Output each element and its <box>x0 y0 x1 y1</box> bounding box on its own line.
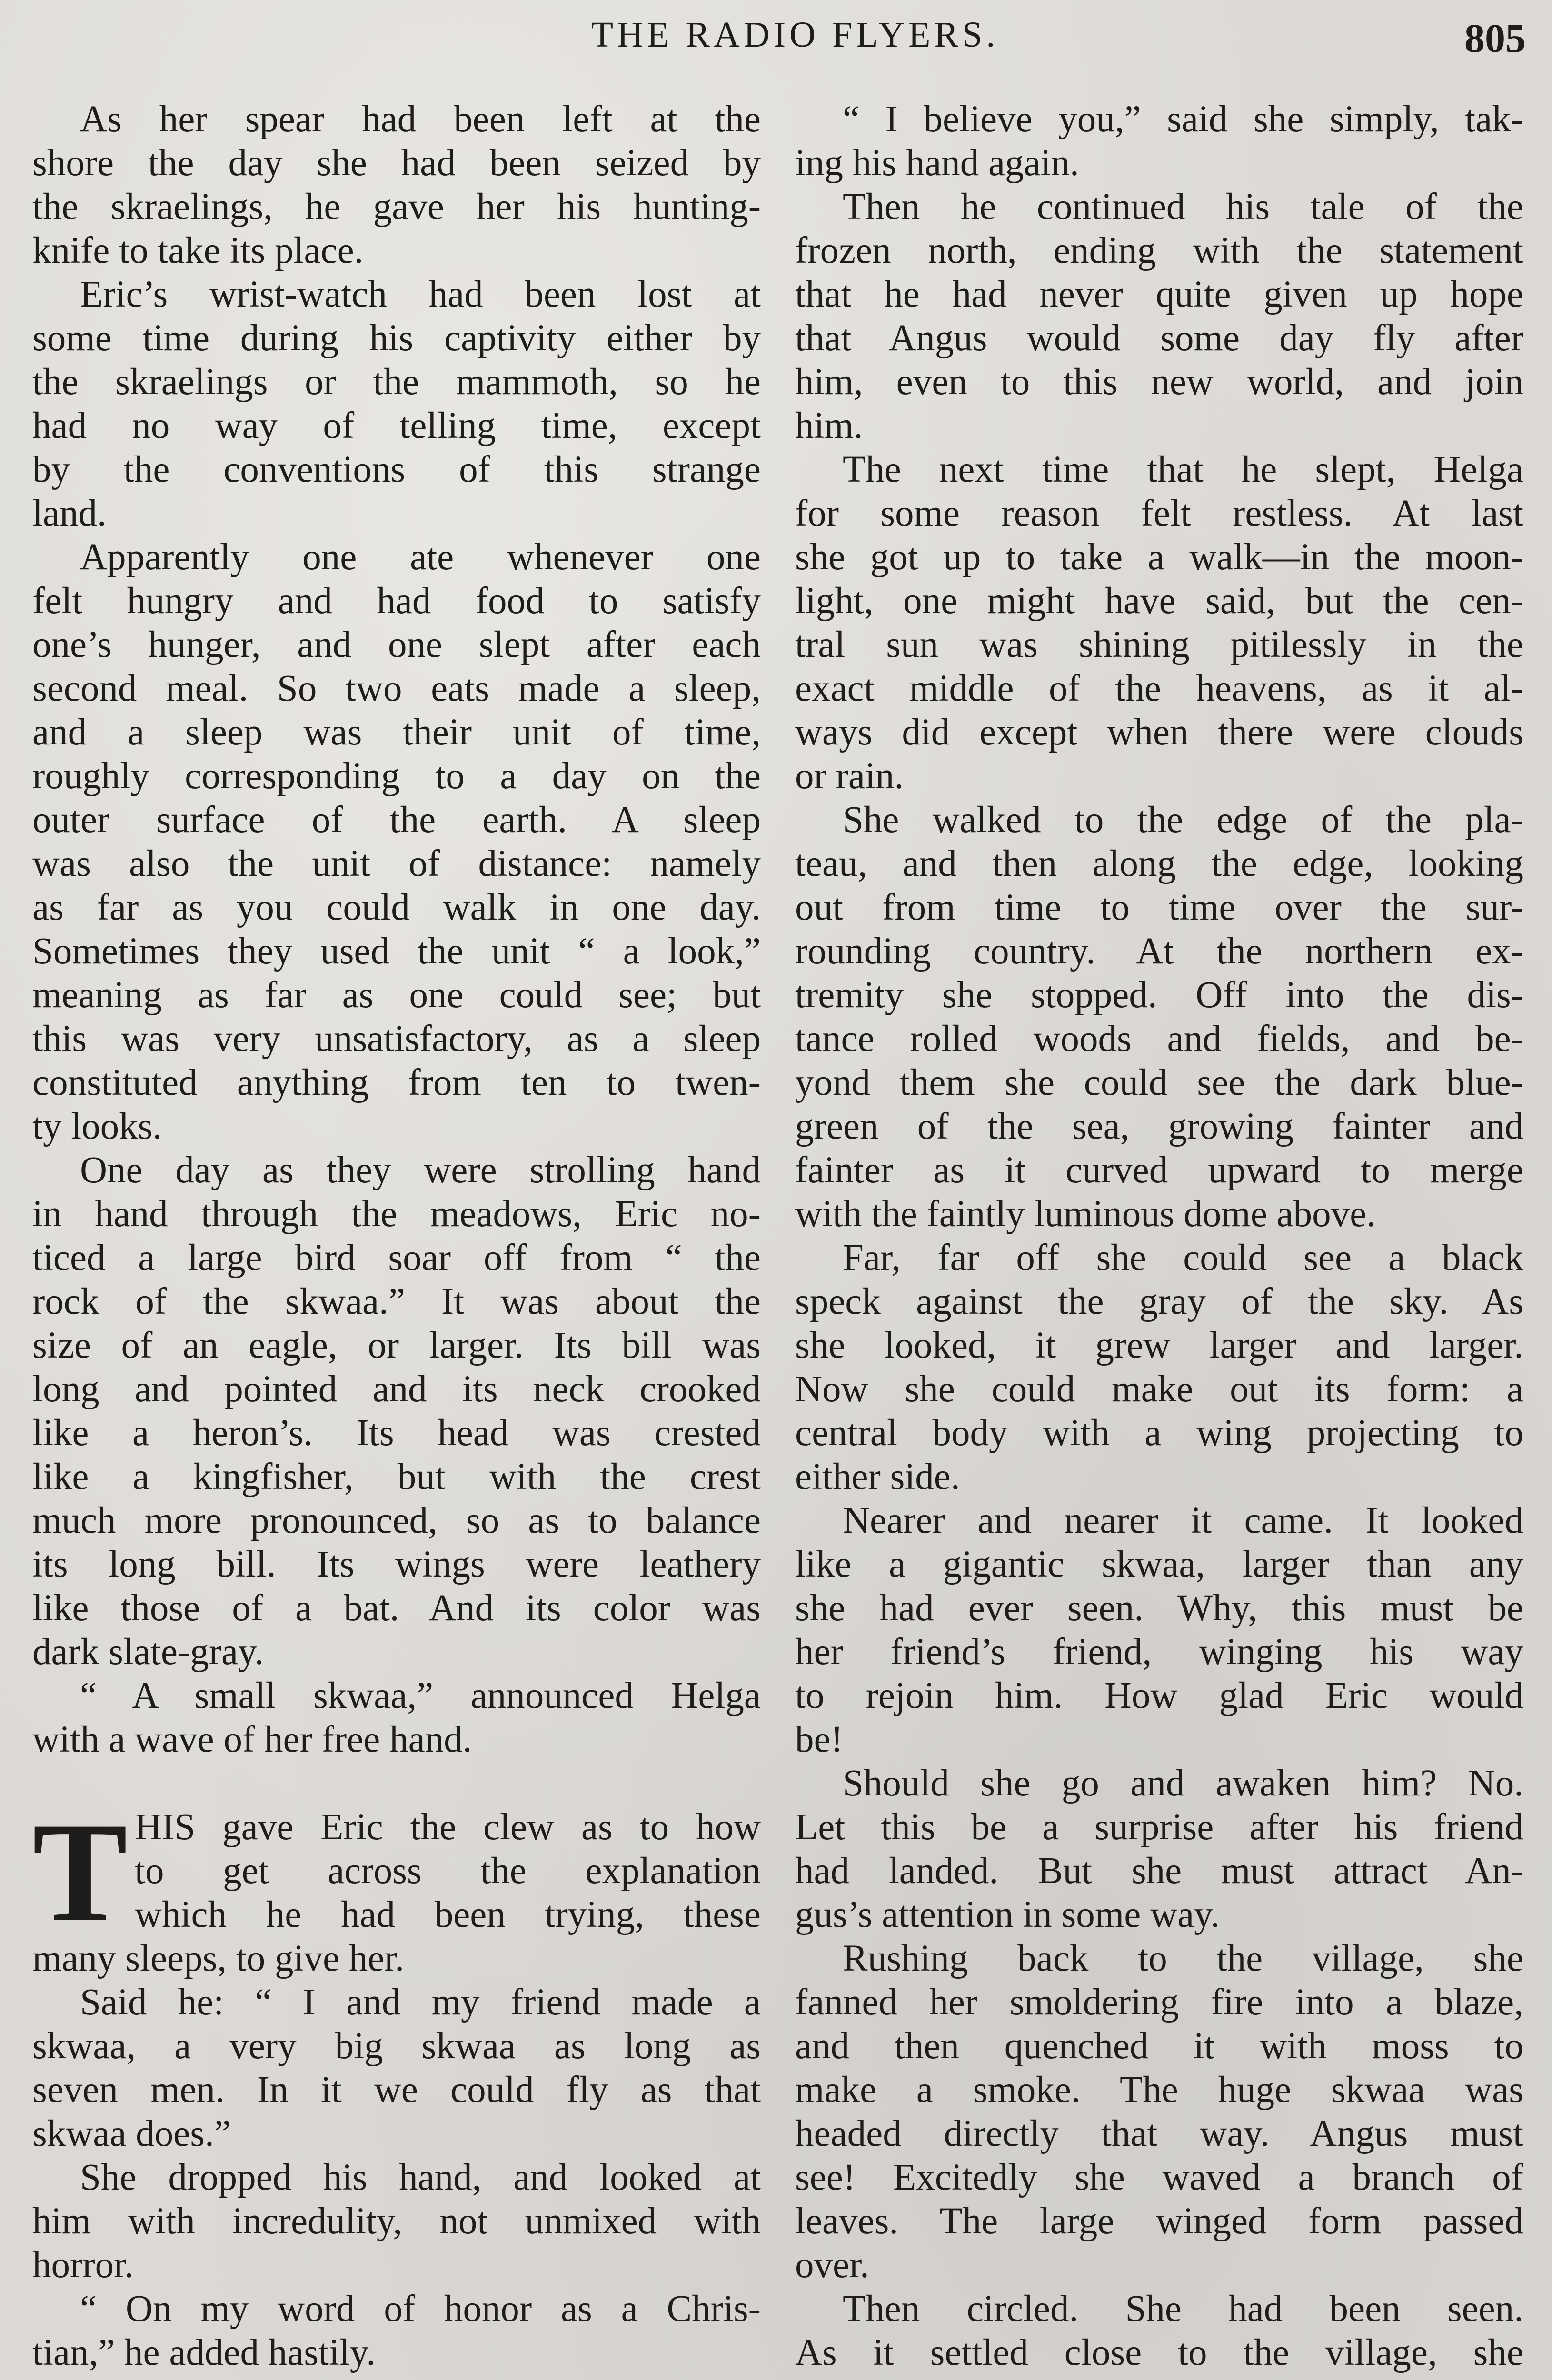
text-line: that he had never quite given up hope <box>795 274 1523 315</box>
text-line: in hand through the meadows, Eric no- <box>32 1193 761 1235</box>
text-line: central body with a wing projecting to <box>795 1412 1523 1454</box>
text-line: Far, far off she could see a black <box>843 1237 1523 1279</box>
text-line: leaves. The large winged form passed <box>795 2201 1523 2242</box>
text-line: much more pronounced, so as to balance <box>32 1500 761 1541</box>
text-line: meaning as far as one could see; but <box>32 974 761 1016</box>
running-title: THE RADIO FLYERS. <box>591 15 999 55</box>
section-break <box>32 1762 761 1805</box>
text-line: teau, and then along the edge, looking <box>795 843 1523 884</box>
text-line: tremity she stopped. Off into the dis- <box>795 974 1523 1016</box>
text-line: and a sleep was their unit of time, <box>32 712 761 753</box>
text-line: rock of the skwaa.” It was about the <box>32 1281 761 1322</box>
text-line: gus’s attention in some way. <box>795 1894 1220 1935</box>
text-line: make a smoke. The huge skwaa was <box>795 2069 1523 2111</box>
text-line: its long bill. Its wings were leathery <box>32 1544 761 1585</box>
left-column-continuation <box>32 1937 761 2375</box>
text-line: Then circled. She had been seen. <box>843 2288 1523 2330</box>
drop-cap-lines <box>32 1793 761 1951</box>
text-line: outer surface of the earth. A sleep <box>32 799 761 841</box>
text-line: the skraelings, he gave her his hunting- <box>32 186 761 228</box>
text-line: Apparently one ate whenever one <box>80 536 761 578</box>
text-line: over. <box>795 2244 869 2286</box>
text-line: him. <box>795 405 863 446</box>
text-line: Then he continued his tale of the <box>843 186 1523 228</box>
text-line: some time during his captivity either by <box>32 317 761 359</box>
text-line: HIS gave Eric the clew as to how <box>135 1806 761 1848</box>
text-line: Eric’s wrist-watch had been lost at <box>80 274 761 315</box>
text-line: headed directly that way. Angus must <box>795 2113 1523 2154</box>
text-line: Should she go and awaken him? No. <box>843 1763 1523 1804</box>
text-line: she looked, it grew larger and larger. <box>795 1325 1523 1366</box>
right-column-text <box>795 98 1523 2375</box>
text-line: speck against the gray of the sky. As <box>795 1281 1523 1322</box>
text-line: like a gigantic skwaa, larger than any <box>795 1544 1523 1585</box>
text-line: either side. <box>795 1456 960 1497</box>
text-line: to get across the explanation <box>135 1850 761 1892</box>
text-line: and then quenched it with moss to <box>795 2025 1523 2067</box>
text-line: skwaa does.” <box>32 2113 231 2154</box>
page-number: 805 <box>1464 15 1526 61</box>
text-line: “ I believe you,” said she simply, tak- <box>843 99 1523 140</box>
text-line: one’s hunger, and one slept after each <box>32 624 761 665</box>
text-line: him, even to this new world, and join <box>795 361 1523 403</box>
text-line: second meal. So two eats made a sleep, <box>32 668 761 709</box>
text-line: she got up to take a walk—in the moon- <box>795 536 1523 578</box>
text-line: out from time to time over the sur- <box>795 887 1523 928</box>
text-line: tian,” he added hastily. <box>32 2332 376 2373</box>
text-line: horror. <box>32 2244 134 2286</box>
text-line: ing his hand again. <box>795 142 1079 184</box>
text-line: like a kingfisher, but with the crest <box>32 1456 761 1497</box>
text-line: with a wave of her free hand. <box>32 1719 472 1760</box>
text-line: tance rolled woods and fields, and be- <box>795 1018 1523 1060</box>
text-line: she had ever seen. Why, this must be <box>795 1587 1523 1629</box>
text-line: One day as they were strolling hand <box>80 1150 761 1191</box>
drop-cap-letter: T <box>32 1793 128 1951</box>
text-line: her friend’s friend, winging his way <box>795 1631 1523 1673</box>
text-line: like a heron’s. Its head was crested <box>32 1412 761 1454</box>
text-line: dark slate-gray. <box>32 1631 264 1673</box>
text-line: constituted anything from ten to twen- <box>32 1062 761 1103</box>
text-line: ways did except when there were clouds <box>795 712 1523 753</box>
text-line: felt hungry and had food to satisfy <box>32 580 761 622</box>
text-line: “ On my word of honor as a Chris- <box>80 2288 761 2330</box>
text-line: seven men. In it we could fly as that <box>32 2069 761 2111</box>
text-line: which he had been trying, these <box>135 1894 761 1935</box>
text-line: frozen north, ending with the statement <box>795 230 1523 271</box>
text-line: size of an eagle, or larger. Its bill was <box>32 1325 761 1366</box>
text-line: Rushing back to the village, she <box>843 1938 1523 1979</box>
text-line: Let this be a surprise after his friend <box>795 1806 1523 1848</box>
text-line: that Angus would some day fly after <box>795 317 1523 359</box>
text-line: She dropped his hand, and looked at <box>80 2157 761 2198</box>
text-line: to rejoin him. How glad Eric would <box>795 1675 1523 1716</box>
text-line: Now she could make out its form: a <box>795 1368 1523 1410</box>
text-line: ty looks. <box>32 1106 162 1147</box>
text-line: exact middle of the heavens, as it al- <box>795 668 1523 709</box>
text-line: The next time that he slept, Helga <box>843 449 1523 490</box>
text-line: “ A small skwaa,” announced Helga <box>80 1675 761 1716</box>
text-line: tral sun was shining pitilessly in the <box>795 624 1523 665</box>
text-line: by the conventions of this strange <box>32 449 761 490</box>
drop-cap-paragraph <box>32 1793 761 1951</box>
text-line: had landed. But she must attract An- <box>795 1850 1523 1892</box>
text-line: many sleeps, to give her. <box>32 1938 405 1979</box>
text-line: for some reason felt restless. At last <box>795 493 1523 534</box>
text-line: As her spear had been left at the <box>80 99 761 140</box>
text-line: had no way of telling time, except <box>32 405 761 446</box>
text-line: Nearer and nearer it came. It looked <box>843 1500 1523 1541</box>
text-line: fanned her smoldering fire into a blaze, <box>795 1982 1523 2023</box>
text-line: with the faintly luminous dome above. <box>795 1193 1376 1235</box>
text-line: the skraelings or the mammoth, so he <box>32 361 761 403</box>
text-line: green of the sea, growing fainter and <box>795 1106 1523 1147</box>
text-line: yond them she could see the dark blue- <box>795 1062 1523 1103</box>
text-line: land. <box>32 493 107 534</box>
left-column <box>32 98 761 2375</box>
text-line: or rain. <box>795 755 904 797</box>
text-line: skwaa, a very big skwaa as long as <box>32 2025 761 2067</box>
left-column-text <box>32 98 761 1762</box>
right-column <box>795 98 1523 2375</box>
text-line: see! Excitedly she waved a branch of <box>795 2157 1523 2198</box>
text-line: light, one might have said, but the cen- <box>795 580 1523 622</box>
text-line: like those of a bat. And its color was <box>32 1587 761 1629</box>
text-line: was also the unit of distance: namely <box>32 843 761 884</box>
text-line: ticed a large bird soar off from “ the <box>32 1237 761 1279</box>
text-line: Sometimes they used the unit “ a look,” <box>32 931 761 972</box>
text-line: She walked to the edge of the pla- <box>843 799 1523 841</box>
text-line: long and pointed and its neck crooked <box>32 1368 761 1410</box>
text-line: this was very unsatisfactory, as a sleep <box>32 1018 761 1060</box>
text-line: fainter as it curved upward to merge <box>795 1150 1523 1191</box>
text-line: As it settled close to the village, she <box>795 2332 1523 2373</box>
text-line: Said he: “ I and my friend made a <box>80 1982 761 2023</box>
text-line: be! <box>795 1719 843 1760</box>
text-line: him with incredulity, not unmixed with <box>32 2201 761 2242</box>
text-line: as far as you could walk in one day. <box>32 887 761 928</box>
text-line: shore the day she had been seized by <box>32 142 761 184</box>
text-line: roughly corresponding to a day on the <box>32 755 761 797</box>
text-line: rounding country. At the northern ex- <box>795 931 1523 972</box>
text-line: knife to take its place. <box>32 230 364 271</box>
